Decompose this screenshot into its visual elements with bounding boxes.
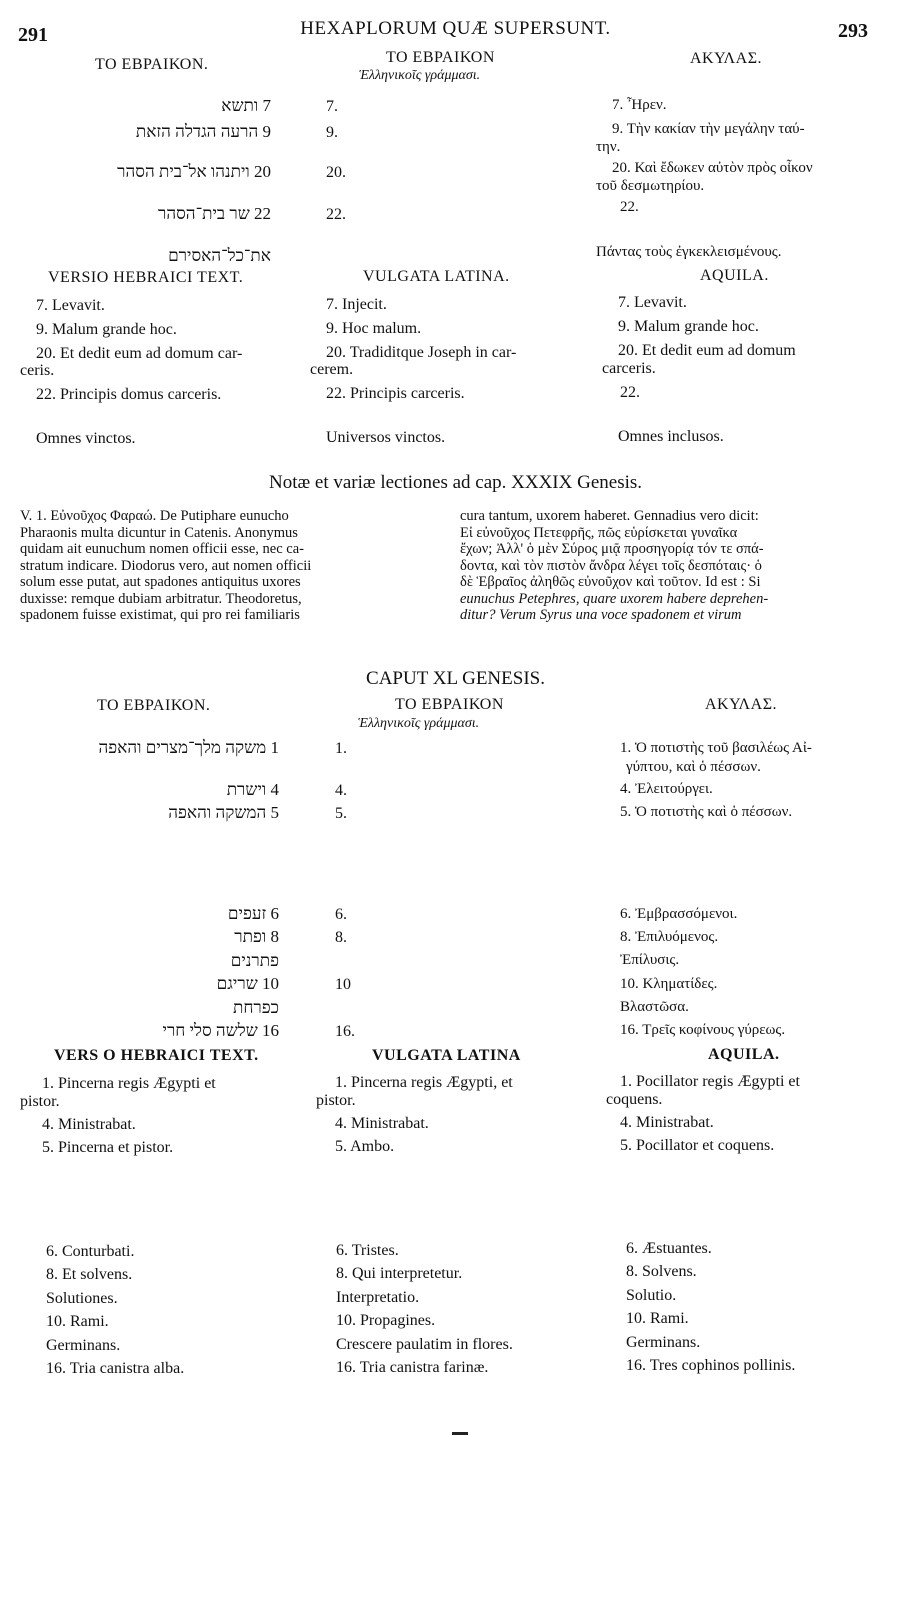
versio-line: 20. Et dedit eum ad domum car- (36, 345, 243, 362)
translit-line: 5. (335, 805, 347, 822)
aquila-greek-line: 6. Ἐμβρασσόμενοι. (620, 906, 738, 922)
vulgata-line: 5. Ambo. (335, 1138, 395, 1155)
hebrew-line: 9 הרעה הגדלה הזאת (135, 122, 271, 141)
aquila-greek-line: την. (596, 139, 621, 155)
s1-head-aquila: ΑΚΥΛΑΣ. (690, 50, 763, 67)
notes-line: spadonem fuisse existimat, qui pro rei familiaris (20, 607, 300, 623)
s2-head-aquila: ΑΚΥΛΑΣ. (705, 696, 778, 713)
end-ornament (452, 1432, 468, 1435)
aquila-greek-line: 10. Κληματίδες. (620, 976, 718, 992)
versio-line: 6. Conturbati. (46, 1243, 135, 1260)
chapter-title: CAPUT XL GENESIS. (366, 668, 545, 689)
hebrew-line: 20 ויתנהו אל־בית הסהר (117, 162, 271, 181)
vulgata-line: 4. Ministrabat. (335, 1115, 429, 1132)
versio-line: Germinans. (46, 1337, 121, 1354)
translit-line: 9. (326, 124, 338, 141)
notes-line: eunuchus Petephres, quare uxorem habere deprehen- (460, 590, 769, 607)
s2-head-hebrew: ΤΟ ΕΒΡΑΙΚΟΝ. (97, 697, 211, 714)
page-number-left: 291 (18, 24, 48, 46)
hebrew-line: 4 וישרת (226, 780, 279, 799)
translit-line: 8. (335, 929, 347, 946)
s1-head-aquila-lat: AQUILA. (700, 267, 769, 284)
vulgata-line: Universos vinctos. (326, 429, 446, 446)
versio-line: Solutiones. (46, 1290, 118, 1307)
versio-line: 9. Malum grande hoc. (36, 321, 177, 338)
aquila-latin-line: 8. Solvens. (626, 1263, 697, 1280)
hebrew-line: פתרנים (230, 951, 279, 970)
notes-line: δοντα, καὶ τὸν πιστὸν ἄνδρα λέγει τοῖς δεσπόταις· ὁ (460, 557, 762, 574)
notes-line: duxisse: remque dubiam arbitratur. Theodoretus, (20, 590, 302, 607)
aquila-greek-line: 22. (620, 199, 639, 215)
aquila-latin-line: 22. (620, 384, 640, 401)
vulgata-line: Interpretatio. (336, 1289, 420, 1306)
versio-line: Omnes vinctos. (36, 430, 136, 447)
notes-line: Pharaonis multa dicuntur in Catenis. Anonymus (20, 524, 298, 541)
vulgata-line: cerem. (310, 361, 354, 378)
vulgata-line: 9. Hoc malum. (326, 320, 422, 337)
notes-line: Εἰ εὐνοῦχος Πετεφρῆς, πῶς εὑρίσκεται γυναῖκα (460, 524, 738, 541)
s2-head-versio: VERS O HEBRAICI TEXT. (54, 1047, 259, 1064)
notes-line: cura tantum, uxorem haberet. Gennadius vero dicit: (460, 508, 759, 524)
aquila-latin-line: 10. Rami. (626, 1310, 689, 1327)
vulgata-line: 7. Injecit. (326, 296, 387, 313)
notes-line: V. 1. Εὐνοῦχος Φαραώ. De Putiphare eunucho (20, 508, 289, 524)
vulgata-line: 1. Pincerna regis Ægypti, et (335, 1074, 513, 1091)
aquila-greek-line: γύπτου, καὶ ὁ πέσσων. (626, 759, 761, 775)
aquila-latin-line: 1. Pocillator regis Ægypti et (620, 1073, 800, 1090)
notes-title: Notæ et variæ lectiones ad cap. XXXIX Genesis. (268, 472, 643, 493)
vulgata-line: pistor. (316, 1092, 356, 1109)
versio-line: ceris. (20, 362, 55, 379)
aquila-greek-line: τοῦ δεσμωτηρίου. (596, 178, 705, 194)
aquila-latin-line: Omnes inclusos. (618, 428, 724, 445)
s2-head-translit: ΤΟ ΕΒΡΑΙΚΟΝ (395, 696, 504, 713)
notes-line: δὲ Ἑβραῖος ἀληθῶς εὐνοῦχον καὶ τοῦτον. Id est : Si (460, 574, 761, 590)
s1-head-vulgata: VULGATA LATINA. (363, 268, 510, 285)
notes-line: quidam ait eunuchum nomen officii esse, nec ca- (20, 541, 304, 557)
notes-line: ditur? Verum Syrus una voce spadonem et virum (460, 607, 742, 623)
aquila-greek-line: 7. Ἦρεν. (612, 97, 667, 113)
notes-left-column (20, 508, 448, 624)
aquila-latin-line: 20. Et dedit eum ad domum (618, 342, 796, 359)
versio-line: 4. Ministrabat. (42, 1116, 136, 1133)
hebrew-line: 5 המשקה והאפה (168, 803, 279, 822)
aquila-greek-line: 1. Ὁ ποτιστὴς τοῦ βασιλέως Αἰ- (620, 740, 812, 756)
translit-line: 1. (335, 740, 347, 757)
notes-line: stratum indicare. Diodorus vero, aut nomen officii (20, 557, 312, 574)
translit-line: 22. (326, 206, 346, 223)
aquila-greek-line: Βλαστῶσα. (620, 999, 689, 1015)
vulgata-line: 22. Principis carceris. (326, 385, 465, 402)
aquila-greek-line: Ἐπίλυσις. (620, 952, 680, 968)
aquila-latin-line: 6. Æstuantes. (626, 1240, 712, 1257)
translit-line: 7. (326, 98, 338, 115)
page-number-right: 293 (838, 20, 868, 42)
hebrew-line: 6 זעפים (227, 904, 279, 923)
aquila-latin-line: 16. Tres cophinos pollinis. (626, 1357, 796, 1374)
vulgata-line: 6. Tristes. (336, 1242, 399, 1259)
versio-line: 22. Principis domus carceris. (36, 386, 222, 403)
hebrew-line: 10 שריגם (216, 974, 279, 993)
vulgata-line: Crescere paulatim in flores. (336, 1336, 513, 1353)
hebrew-line: את־כל־האסירם (168, 246, 271, 265)
aquila-latin-line: 4. Ministrabat. (620, 1114, 714, 1131)
aquila-greek-line: 4. Ἐλειτούργει. (620, 781, 713, 797)
hebrew-line: כפרחת (233, 998, 279, 1017)
aquila-latin-line: carceris. (602, 360, 656, 377)
translit-line: 6. (335, 906, 347, 923)
versio-line: pistor. (20, 1093, 60, 1110)
vulgata-line: 8. Qui interpretetur. (336, 1265, 463, 1282)
aquila-latin-line: Germinans. (626, 1334, 701, 1351)
hebrew-line: 22 שר בית־הסהר (158, 204, 271, 223)
translit-line: 20. (326, 164, 346, 181)
hebrew-line: 1 משקה מלך־מצרים והאפה (98, 738, 279, 757)
notes-line: solum esse putat, aut spadones antiquitus uxores (20, 574, 301, 590)
s2-head-vulgata: VULGATA LATINA (372, 1047, 521, 1064)
translit-line: 10 (335, 976, 351, 993)
aquila-latin-line: coquens. (606, 1091, 663, 1108)
aquila-greek-line: 8. Ἐπιλυόμενος. (620, 929, 719, 945)
versio-line: 10. Rami. (46, 1313, 109, 1330)
versio-line: 8. Et solvens. (46, 1266, 133, 1283)
s1-head-hebrew: ΤΟ ΕΒΡΑΙΚΟΝ. (95, 56, 209, 73)
aquila-greek-line: 16. Τρεῖς κοφίνους γύρεως. (620, 1022, 786, 1038)
aquila-greek-line: 9. Τὴν κακίαν τὴν μεγάλην ταύ- (612, 121, 805, 137)
versio-line: 16. Tria canistra alba. (46, 1360, 185, 1377)
versio-line: 5. Pincerna et pistor. (42, 1139, 174, 1156)
hebrew-line: 7 ותשא (221, 96, 271, 115)
aquila-latin-line: 7. Levavit. (618, 294, 687, 311)
aquila-latin-line: 9. Malum grande hoc. (618, 318, 759, 335)
aquila-greek-line: Πάντας τοὺς ἐγκεκλεισμένους. (596, 244, 782, 260)
vulgata-line: 20. Tradiditque Joseph in car- (326, 344, 517, 361)
aquila-greek-line: 5. Ὁ ποτιστὴς καὶ ὁ πέσσων. (620, 804, 793, 820)
s1-head-translit-sub: Ἑλληνικοῖς γράμμασι. (359, 68, 481, 83)
vulgata-line: 10. Propagines. (336, 1312, 436, 1329)
versio-line: 7. Levavit. (36, 297, 105, 314)
translit-line: 4. (335, 782, 347, 799)
hebrew-line: 16 שלשה סלי חרי (162, 1021, 279, 1040)
aquila-latin-line: 5. Pocillator et coquens. (620, 1137, 775, 1154)
translit-line: 16. (335, 1023, 355, 1040)
aquila-latin-line: Solutio. (626, 1287, 677, 1304)
vulgata-line: 16. Tria canistra farinæ. (336, 1359, 489, 1376)
notes-line: ἔχων; Ἀλλ' ὁ μὲν Σύρος μιᾷ προσηγορίᾳ τόν τε σπά- (460, 541, 764, 557)
running-title: HEXAPLORUM QUÆ SUPERSUNT. (300, 18, 611, 39)
s2-head-translit-sub: Ἑλληνικοῖς γράμμασι. (358, 716, 480, 731)
hebrew-line: 8 ופתר (234, 927, 279, 946)
s1-head-translit: ΤΟ ΕΒΡΑΙΚΟΝ (386, 49, 495, 66)
versio-line: 1. Pincerna regis Ægypti et (42, 1075, 216, 1092)
aquila-greek-line: 20. Καὶ ἔδωκεν αὐτὸν πρὸς οἶκον (612, 160, 813, 176)
s1-head-versio: VERSIO HEBRAICI TEXT. (48, 269, 244, 286)
notes-right-column (460, 508, 892, 624)
s2-head-aquila-lat: AQUILA. (708, 1046, 780, 1063)
